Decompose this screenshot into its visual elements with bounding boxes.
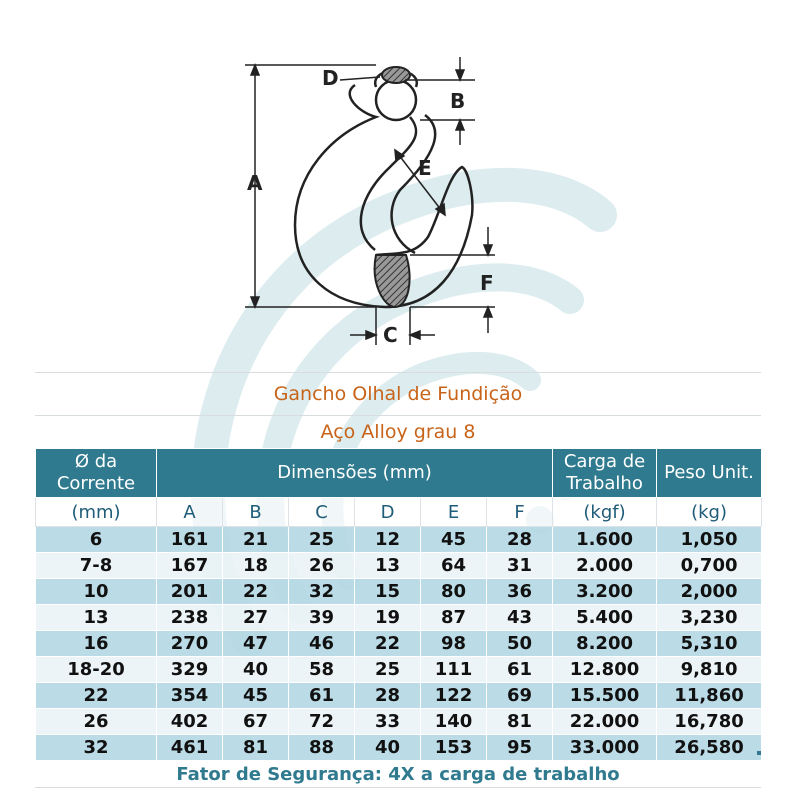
table-cell: 22 <box>36 683 157 709</box>
unit-cell: B <box>223 498 289 527</box>
table-cell: 45 <box>223 683 289 709</box>
table-cell: 111 <box>421 657 487 683</box>
header-weight: Peso Unit. <box>657 449 762 498</box>
table-cell: 13 <box>36 605 157 631</box>
table-cell: 32 <box>289 579 355 605</box>
table-cell: 87 <box>421 605 487 631</box>
table-cell: 167 <box>157 553 223 579</box>
table-row <box>36 735 762 761</box>
unit-cell: (kg) <box>657 498 762 527</box>
label-d: D <box>322 66 339 90</box>
table-cell: 12.800 <box>553 657 657 683</box>
table-cell: 72 <box>289 709 355 735</box>
table-cell: 16,780 <box>657 709 762 735</box>
hook-diagram <box>200 55 530 355</box>
table-cell: 32 <box>36 735 157 761</box>
table-cell: 16 <box>36 631 157 657</box>
table-cell: 2,000 <box>657 579 762 605</box>
table-cell: 46 <box>289 631 355 657</box>
corner-mark <box>757 751 761 755</box>
table-cell: 161 <box>157 527 223 553</box>
table-cell: 98 <box>421 631 487 657</box>
table-cell: 1,050 <box>657 527 762 553</box>
table-cell: 7-8 <box>36 553 157 579</box>
unit-cell: (kgf) <box>553 498 657 527</box>
table-cell: 140 <box>421 709 487 735</box>
table-cell: 50 <box>487 631 553 657</box>
hook-eye <box>376 80 416 120</box>
table-row <box>36 709 762 735</box>
table-cell: 21 <box>223 527 289 553</box>
label-c: C <box>383 323 398 347</box>
unit-cell: C <box>289 498 355 527</box>
table-cell: 201 <box>157 579 223 605</box>
table-cell: 58 <box>289 657 355 683</box>
table-cell: 28 <box>487 527 553 553</box>
table-cell: 25 <box>355 657 421 683</box>
table-cell: 69 <box>487 683 553 709</box>
table-cell: 3.200 <box>553 579 657 605</box>
table-cell: 18 <box>223 553 289 579</box>
table-cell: 67 <box>223 709 289 735</box>
table-cell: 5,310 <box>657 631 762 657</box>
table-cell: 402 <box>157 709 223 735</box>
table-cell: 26 <box>289 553 355 579</box>
table-cell: 22.000 <box>553 709 657 735</box>
section-f <box>375 255 410 307</box>
safety-factor-note: Fator de Segurança: 4X a carga de trabalho <box>35 761 761 788</box>
table-cell: 36 <box>487 579 553 605</box>
table-cell: 9,810 <box>657 657 762 683</box>
unit-cell: (mm) <box>36 498 157 527</box>
units-row <box>36 498 762 527</box>
table-cell: 6 <box>36 527 157 553</box>
table-cell: 81 <box>223 735 289 761</box>
table-cell: 3,230 <box>657 605 762 631</box>
table-cell: 39 <box>289 605 355 631</box>
table-cell: 22 <box>355 631 421 657</box>
table-cell: 19 <box>355 605 421 631</box>
unit-cell: F <box>487 498 553 527</box>
table-row <box>36 657 762 683</box>
table-cell: 15.500 <box>553 683 657 709</box>
table-cell: 81 <box>487 709 553 735</box>
unit-cell: D <box>355 498 421 527</box>
table-title: Gancho Olhal de Fundição <box>35 372 761 416</box>
table-cell: 61 <box>289 683 355 709</box>
label-a: A <box>247 171 263 195</box>
table-cell: 122 <box>421 683 487 709</box>
table-cell: 26,580 <box>657 735 762 761</box>
spec-sheet <box>35 372 761 788</box>
table-cell: 40 <box>223 657 289 683</box>
table-row <box>36 553 762 579</box>
table-cell: 64 <box>421 553 487 579</box>
table-cell: 61 <box>487 657 553 683</box>
table-cell: 5.400 <box>553 605 657 631</box>
label-f: F <box>480 271 494 295</box>
table-cell: 354 <box>157 683 223 709</box>
table-cell: 40 <box>355 735 421 761</box>
table-row <box>36 527 762 553</box>
table-subtitle: Aço Alloy grau 8 <box>320 421 476 443</box>
table-cell: 80 <box>421 579 487 605</box>
table-cell: 43 <box>487 605 553 631</box>
table-cell: 153 <box>421 735 487 761</box>
table-row <box>36 605 762 631</box>
header-chain: Ø da Corrente <box>36 449 157 498</box>
table-cell: 2.000 <box>553 553 657 579</box>
table-row <box>36 631 762 657</box>
table-cell: 0,700 <box>657 553 762 579</box>
table-cell: 31 <box>487 553 553 579</box>
spec-table <box>35 448 762 761</box>
table-cell: 461 <box>157 735 223 761</box>
table-cell: 10 <box>36 579 157 605</box>
table-row <box>36 683 762 709</box>
table-cell: 33 <box>355 709 421 735</box>
table-cell: 22 <box>223 579 289 605</box>
label-e: E <box>418 156 432 180</box>
unit-cell: A <box>157 498 223 527</box>
table-cell: 33.000 <box>553 735 657 761</box>
table-cell: 270 <box>157 631 223 657</box>
table-cell: 1.600 <box>553 527 657 553</box>
table-row <box>36 579 762 605</box>
header-dimensions: Dimensões (mm) <box>157 449 553 498</box>
table-cell: 11,860 <box>657 683 762 709</box>
table-cell: 26 <box>36 709 157 735</box>
table-cell: 13 <box>355 553 421 579</box>
table-cell: 12 <box>355 527 421 553</box>
table-cell: 18-20 <box>36 657 157 683</box>
table-cell: 28 <box>355 683 421 709</box>
table-cell: 88 <box>289 735 355 761</box>
table-cell: 25 <box>289 527 355 553</box>
table-cell: 47 <box>223 631 289 657</box>
unit-cell: E <box>421 498 487 527</box>
table-cell: 45 <box>421 527 487 553</box>
header-load: Carga de Trabalho <box>553 449 657 498</box>
table-cell: 95 <box>487 735 553 761</box>
table-cell: 8.200 <box>553 631 657 657</box>
label-b: B <box>450 89 466 113</box>
table-cell: 27 <box>223 605 289 631</box>
table-cell: 329 <box>157 657 223 683</box>
table-cell: 15 <box>355 579 421 605</box>
table-cell: 238 <box>157 605 223 631</box>
